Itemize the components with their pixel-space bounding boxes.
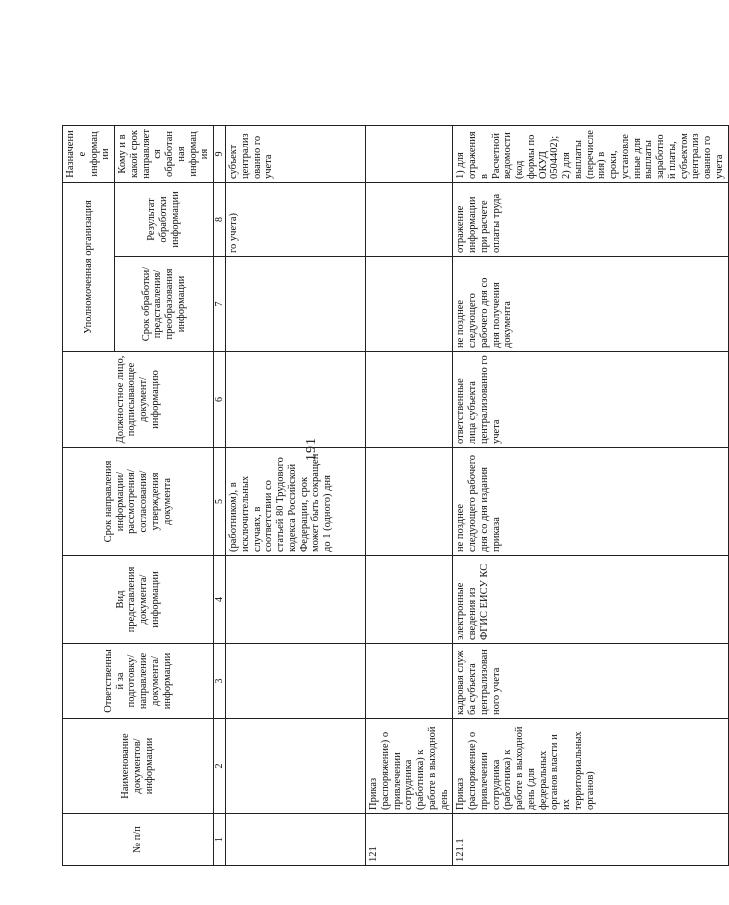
header-signer: Должностное лицо, подписывающее документ/ информацию — [63, 352, 214, 448]
cell-name: Приказ (распоряжение) о привлечении сотрудника (работника) к работе в выходной день (для федеральных органов власти и их территориальных органов) — [453, 719, 728, 814]
cell-deadline: не позднее следующего рабочего дня со дня издания приказа — [453, 448, 728, 556]
column-number: 3 — [214, 644, 226, 719]
column-number: 4 — [214, 556, 226, 644]
table-row — [366, 126, 453, 866]
data-table — [62, 125, 729, 866]
column-number: 2 — [214, 719, 226, 814]
cell-form — [366, 556, 453, 644]
page-number: 191 — [304, 437, 319, 461]
header-group-organization: Уполномоченная организация — [63, 183, 115, 352]
cell-destination: 1) для отражения в Расчетной ведомости (код формы по ОКУД 0504402); 2) для выплаты (перечисления) в сроки, установленные для выплаты заработной платы, субъектом централизованно го учета — [453, 126, 728, 183]
cell-num: 121 — [366, 814, 453, 866]
cell-num — [226, 814, 366, 866]
cell-deadline: (работником), в исключительных случаях, в соответствии со статьей 80 Трудового кодекса Российской Федерации, срок может быть сокращен до 1 (одного) дня — [226, 448, 366, 556]
header-form: Вид представления документа/ информации — [63, 556, 214, 644]
header-processing-deadline: Срок обработки/ представления/ преобразования информации — [115, 257, 214, 352]
cell-destination — [366, 126, 453, 183]
cell-form: электронные сведения из ФГИС ЕИСУ КС — [453, 556, 728, 644]
table-row — [226, 126, 366, 866]
table-row — [453, 126, 728, 866]
header-group-destination: Назначение информации — [63, 126, 115, 183]
cell-signer — [226, 352, 366, 448]
cell-name: Приказ (распоряжение) о привлечении сотрудника (работника) к работе в выходной день — [366, 719, 453, 814]
column-number: 9 — [214, 126, 226, 183]
cell-deadline — [366, 448, 453, 556]
cell-processing-deadline: не позднее следующего рабочего дня со дня получения документа — [453, 257, 728, 352]
header-responsible: Ответственный за подготовку/ направление документа/ информации — [63, 644, 214, 719]
column-number: 1 — [214, 814, 226, 866]
cell-responsible — [226, 644, 366, 719]
cell-result: го учета) — [226, 183, 366, 257]
header-row-top — [63, 126, 115, 866]
column-number-row — [214, 126, 226, 866]
header-result: Результат обработки информации — [115, 183, 214, 257]
cell-processing-deadline — [226, 257, 366, 352]
column-number: 5 — [214, 448, 226, 556]
cell-responsible — [366, 644, 453, 719]
cell-signer — [366, 352, 453, 448]
column-number: 6 — [214, 352, 226, 448]
header-name: Наименование документов/ информации — [63, 719, 214, 814]
cell-result: отражение информации при расчете оплаты труда — [453, 183, 728, 257]
cell-num: 121.1 — [453, 814, 728, 866]
cell-signer: ответственные лица субъекта централизованно го учета — [453, 352, 728, 448]
column-number: 7 — [214, 257, 226, 352]
cell-name — [226, 719, 366, 814]
rotated-table-wrapper — [62, 126, 725, 866]
cell-processing-deadline — [366, 257, 453, 352]
cell-result — [366, 183, 453, 257]
cell-destination: субъект централизованно го учета — [226, 126, 366, 183]
column-number: 8 — [214, 183, 226, 257]
cell-form — [226, 556, 366, 644]
header-destination: Кому и в какой срок направляется обработанная информация — [115, 126, 214, 183]
cell-responsible: кадровая служ ба субъекта централизован ного учета — [453, 644, 728, 719]
header-deadline: Срок направления информации/ рассмотрения/ согласования/ утверждения документа — [63, 448, 214, 556]
header-num: № п/п — [63, 814, 214, 866]
